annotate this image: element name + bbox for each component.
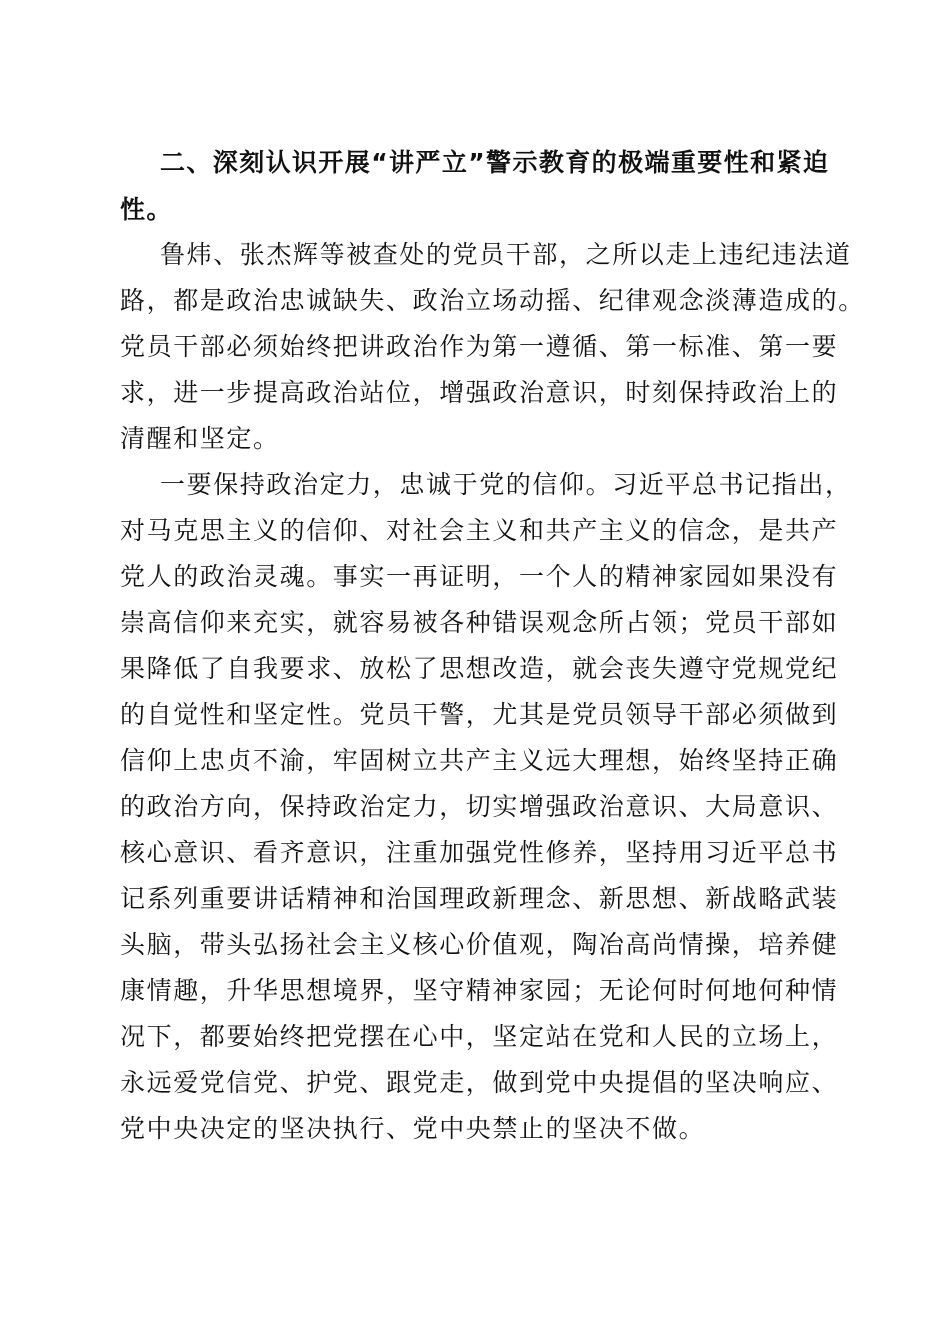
paragraph-2-line-12: 康情趣，升华思想境界，坚守精神家园；无论何时何地何种情 bbox=[120, 976, 839, 1005]
paragraph-2-line-2: 对马克思主义的信仰、对社会主义和共产主义的信念，是共产 bbox=[120, 516, 839, 545]
paragraph-2-line-9: 核心意识、看齐意识，注重加强党性修养，坚持用习近平总书 bbox=[120, 838, 839, 867]
paragraph-1-line-1: 鲁炜、张杰辉等被查处的党员干部，之所以走上违纪违法道 bbox=[160, 240, 852, 269]
paragraph-2-line-8: 的政治方向，保持政治定力，切实增强政治意识、大局意识、 bbox=[120, 792, 839, 821]
paragraph-2-line-10: 记系列重要讲话精神和治国理政新理念、新思想、新战略武装 bbox=[120, 884, 839, 913]
paragraph-2-line-11: 头脑，带头弘扬社会主义核心价值观，陶冶高尚情操，培养健 bbox=[120, 930, 839, 959]
section-heading-line-2: 性。 bbox=[120, 195, 173, 224]
paragraph-1-line-5: 清醒和坚定。 bbox=[120, 424, 280, 453]
paragraph-2-line-13: 况下，都要始终把党摆在心中，坚定站在党和人民的立场上， bbox=[120, 1022, 839, 1051]
paragraph-1-line-4: 求，进一步提高政治站位，增强政治意识，时刻保持政治上的 bbox=[120, 378, 839, 407]
paragraph-2-line-4: 崇高信仰来充实，就容易被各种错误观念所占领；党员干部如 bbox=[120, 608, 839, 637]
section-heading-line-1: 二、深刻认识开展“讲严立”警示教育的极端重要性和紧迫 bbox=[160, 148, 830, 177]
paragraph-1-line-2: 路，都是政治忠诚缺失、政治立场动摇、纪律观念淡薄造成的。 bbox=[120, 286, 865, 315]
paragraph-2-line-6: 的自觉性和坚定性。党员干警，尤其是党员领导干部必须做到 bbox=[120, 700, 839, 729]
paragraph-2-line-1: 一要保持政治定力，忠诚于党的信仰。习近平总书记指出， bbox=[160, 470, 852, 499]
paragraph-2-line-15: 党中央决定的坚决执行、党中央禁止的坚决不做。 bbox=[120, 1114, 706, 1143]
paragraph-1-line-3: 党员干部必须始终把讲政治作为第一遵循、第一标准、第一要 bbox=[120, 332, 839, 361]
paragraph-2-line-14: 永远爱党信党、护党、跟党走，做到党中央提倡的坚决响应、 bbox=[120, 1068, 839, 1097]
paragraph-2-line-5: 果降低了自我要求、放松了思想改造，就会丧失遵守党规党纪 bbox=[120, 654, 839, 683]
paragraph-2-line-3: 党人的政治灵魂。事实一再证明，一个人的精神家园如果没有 bbox=[120, 562, 839, 591]
paragraph-2-line-7: 信仰上忠贞不渝，牢固树立共产主义远大理想，始终坚持正确 bbox=[120, 746, 839, 775]
